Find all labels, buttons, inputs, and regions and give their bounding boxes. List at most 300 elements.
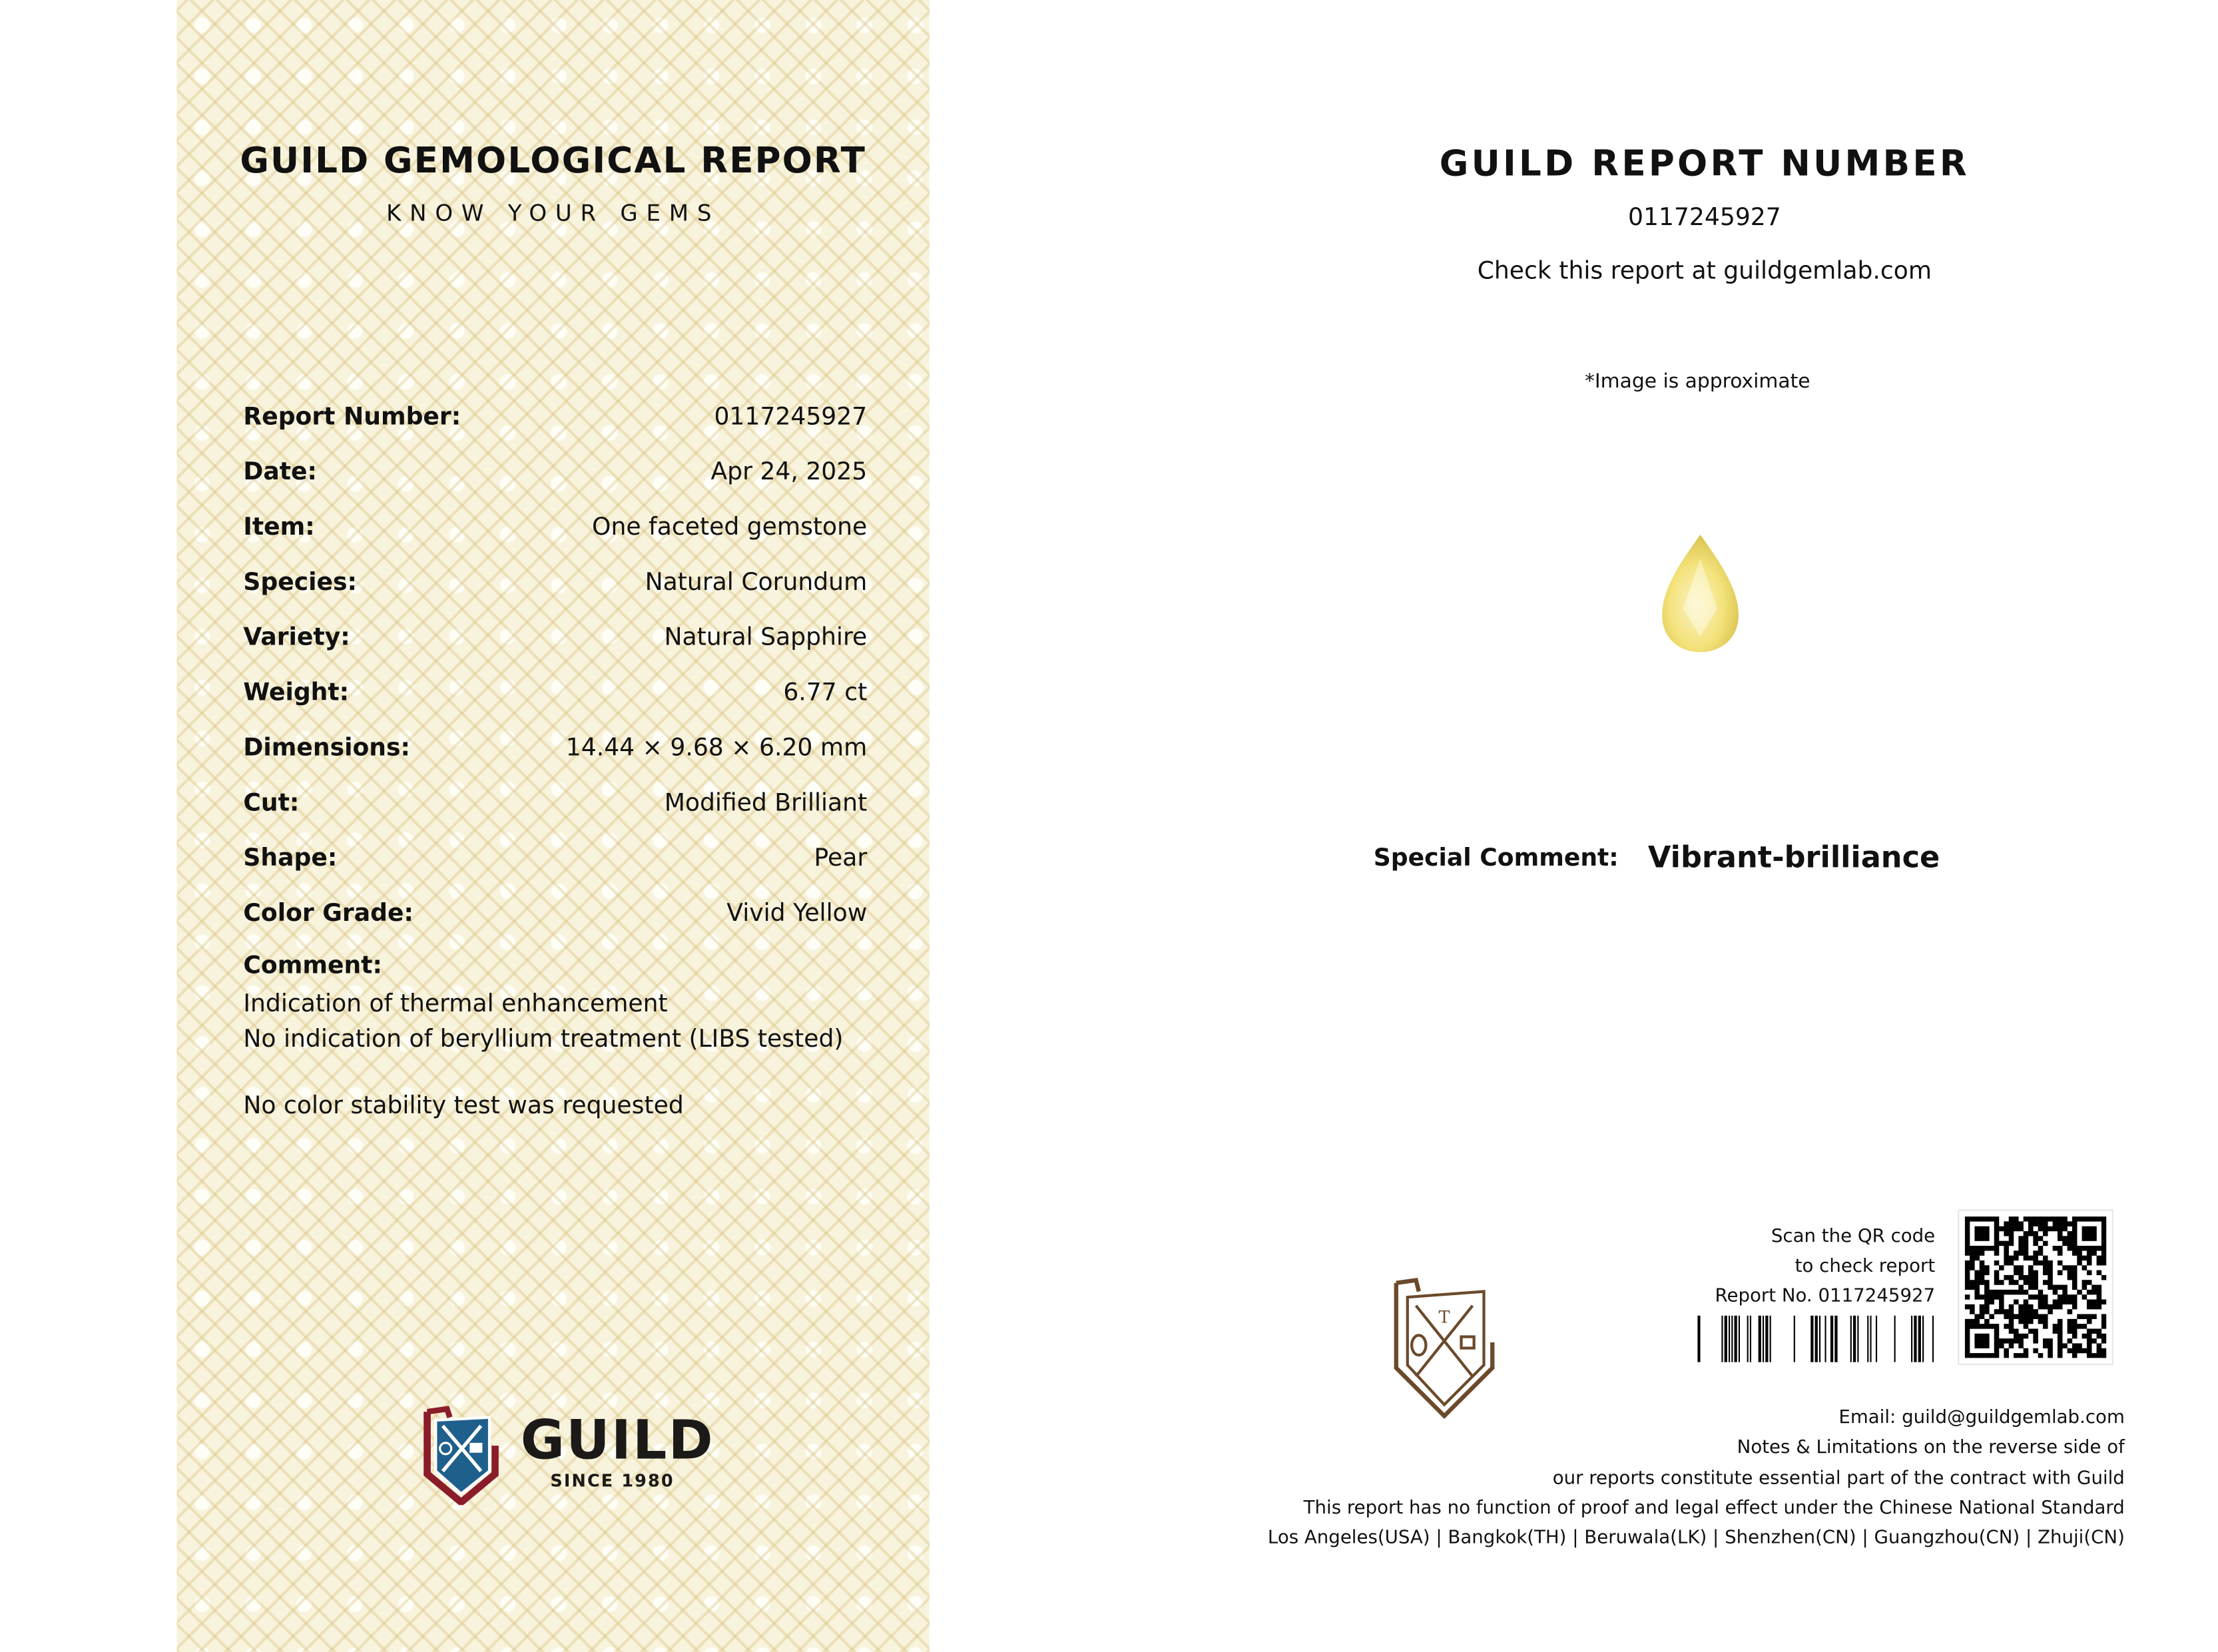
- qr-module: [2091, 1227, 2097, 1232]
- barcode-bar: [1747, 1316, 1749, 1362]
- footer-line: Los Angeles(USA) | Bangkok(TH) | Beruwala(LK) | Shenzhen(CN) | Guangzhou(CN) | Zhuji(CN): [1267, 1527, 2125, 1549]
- field-label: Report Number:: [243, 403, 461, 431]
- qr-module: [2072, 1334, 2078, 1339]
- qr-module: [2101, 1256, 2106, 1261]
- qr-module: [1994, 1280, 2000, 1285]
- qr-module: [2077, 1260, 2082, 1266]
- qr-module: [2043, 1294, 2048, 1300]
- qr-module: [1980, 1246, 1985, 1251]
- qr-module: [2048, 1275, 2053, 1280]
- barcode-bar: [1850, 1316, 1852, 1362]
- qr-module: [2062, 1227, 2068, 1232]
- qr-module: [2033, 1280, 2038, 1285]
- qr-module: [2024, 1324, 2029, 1329]
- qr-module: [2024, 1280, 2029, 1285]
- barcode-bar: [1819, 1316, 1820, 1362]
- qr-module: [2072, 1227, 2078, 1232]
- qr-module: [2097, 1285, 2102, 1290]
- qr-module: [2087, 1260, 2092, 1266]
- qr-module: [1965, 1294, 1970, 1300]
- qr-module: [2038, 1304, 2044, 1310]
- qr-module: [2018, 1304, 2024, 1310]
- qr-module: [1999, 1265, 2004, 1270]
- qr-module: [1989, 1324, 1994, 1329]
- qr-module: [1974, 1324, 1980, 1329]
- qr-module: [2014, 1338, 2019, 1344]
- barcode-bar: [1750, 1316, 1751, 1362]
- qr-module: [1980, 1231, 1985, 1237]
- qr-module: [2068, 1265, 2073, 1270]
- qr-module: [2058, 1227, 2063, 1232]
- qr-module: [2072, 1319, 2078, 1324]
- qr-module: [1965, 1343, 1970, 1348]
- qr-module: [2004, 1241, 2009, 1246]
- qr-module: [2062, 1217, 2068, 1222]
- qr-module: [2077, 1246, 2082, 1251]
- qr-module: [2058, 1270, 2063, 1276]
- qr-module: [2077, 1256, 2082, 1261]
- qr-module: [2058, 1328, 2063, 1334]
- barcode-bar: [1918, 1316, 1921, 1362]
- qr-module: [2024, 1348, 2029, 1354]
- qr-module: [2018, 1227, 2024, 1232]
- barcode-bar: [1922, 1316, 1924, 1362]
- qr-module: [2091, 1353, 2097, 1358]
- barcode-bar: [1731, 1316, 1733, 1362]
- qr-module: [1974, 1217, 1980, 1222]
- qr-module: [2101, 1260, 2106, 1266]
- qr-module: [2033, 1348, 2038, 1354]
- qr-module: [2087, 1227, 2092, 1232]
- qr-module: [2009, 1227, 2014, 1232]
- qr-module: [2028, 1217, 2034, 1222]
- qr-module: [2018, 1319, 2024, 1324]
- guild-logo-text: GUILD: [520, 1408, 714, 1472]
- qr-module: [2009, 1236, 2014, 1241]
- qr-module: [2087, 1328, 2092, 1334]
- qr-module: [2014, 1250, 2019, 1256]
- qr-module: [2058, 1319, 2063, 1324]
- qr-module: [2043, 1270, 2048, 1276]
- qr-module: [2024, 1231, 2029, 1237]
- qr-module: [1965, 1250, 1970, 1256]
- qr-module: [2087, 1304, 2092, 1310]
- qr-module: [2087, 1270, 2092, 1276]
- qr-module: [2014, 1314, 2019, 1319]
- qr-module: [2048, 1227, 2053, 1232]
- qr-module: [1994, 1290, 2000, 1295]
- barcode-bar: [1794, 1316, 1795, 1362]
- qr-module: [2018, 1270, 2024, 1276]
- qr-module: [2072, 1280, 2078, 1285]
- qr-module: [1980, 1275, 1985, 1280]
- barcode-bar: [1911, 1316, 1912, 1362]
- qr-module: [2048, 1265, 2053, 1270]
- check-report-link[interactable]: Check this report at guildgemlab.com: [1477, 257, 1932, 286]
- qr-module: [2058, 1294, 2063, 1300]
- qr-module: [2004, 1221, 2009, 1227]
- qr-module: [1965, 1236, 1970, 1241]
- qr-module: [2101, 1275, 2106, 1280]
- qr-module: [1970, 1280, 1975, 1285]
- qr-module: [1970, 1250, 1975, 1256]
- qr-module: [2004, 1246, 2009, 1251]
- qr-module: [2068, 1324, 2073, 1329]
- qr-module: [2043, 1217, 2048, 1222]
- qr-module: [2028, 1304, 2034, 1310]
- qr-module: [2082, 1348, 2087, 1354]
- qr-module: [2072, 1304, 2078, 1310]
- qr-module: [1994, 1328, 2000, 1334]
- qr-module: [2058, 1348, 2063, 1354]
- qr-module: [2018, 1353, 2024, 1358]
- qr-module: [2048, 1217, 2053, 1222]
- qr-module: [2033, 1241, 2038, 1246]
- qr-module: [2097, 1260, 2102, 1266]
- qr-module: [2028, 1265, 2034, 1270]
- qr-module: [1984, 1319, 1990, 1324]
- qr-instruction: Scan the QR code: [1771, 1226, 1936, 1248]
- qr-module: [2068, 1294, 2073, 1300]
- qr-module: [1965, 1265, 1970, 1270]
- qr-module: [2068, 1309, 2073, 1314]
- qr-module: [1974, 1246, 1980, 1251]
- qr-module: [2087, 1280, 2092, 1285]
- qr-module: [2028, 1309, 2034, 1314]
- qr-module: [2009, 1304, 2014, 1310]
- qr-module: [2068, 1231, 2073, 1237]
- qr-module: [2038, 1314, 2044, 1319]
- qr-module: [2038, 1319, 2044, 1324]
- qr-module: [1984, 1294, 1990, 1300]
- barcode-bar: [1914, 1316, 1916, 1362]
- qr-module: [2018, 1246, 2024, 1251]
- barcode-bar: [1834, 1316, 1837, 1362]
- qr-module: [1984, 1309, 1990, 1314]
- qr-module: [2033, 1231, 2038, 1237]
- qr-module: [1989, 1353, 1994, 1358]
- qr-module: [2028, 1314, 2034, 1319]
- field-label: Dimensions:: [243, 734, 410, 763]
- qr-module: [2033, 1256, 2038, 1261]
- qr-module: [1984, 1334, 1990, 1339]
- qr-module: [1980, 1227, 1985, 1232]
- qr-module: [2062, 1285, 2068, 1290]
- qr-module: [2024, 1275, 2029, 1280]
- qr-module: [2014, 1334, 2019, 1339]
- qr-module: [1965, 1227, 1970, 1232]
- report-number-title: GUILD REPORT NUMBER: [1439, 142, 1970, 184]
- field-row: [243, 897, 867, 931]
- qr-module: [2097, 1290, 2102, 1295]
- qr-module: [2058, 1300, 2063, 1305]
- qr-module: [2043, 1319, 2048, 1324]
- qr-module: [1974, 1343, 1980, 1348]
- qr-module: [2004, 1250, 2009, 1256]
- qr-module: [1965, 1328, 1970, 1334]
- qr-module: [2072, 1275, 2078, 1280]
- qr-module: [2004, 1324, 2009, 1329]
- qr-module: [2053, 1221, 2058, 1227]
- field-value: Pear: [814, 844, 868, 873]
- qr-module: [1974, 1319, 1980, 1324]
- qr-module: [2043, 1221, 2048, 1227]
- qr-module: [2053, 1227, 2058, 1232]
- qr-module: [1994, 1217, 2000, 1222]
- qr-module: [2068, 1270, 2073, 1276]
- qr-module: [1974, 1285, 1980, 1290]
- qr-module: [2038, 1353, 2044, 1358]
- qr-module: [1980, 1324, 1985, 1329]
- qr-code[interactable]: [1958, 1209, 2113, 1365]
- field-value: 14.44 × 9.68 × 6.20 mm: [565, 734, 868, 763]
- qr-module: [2077, 1343, 2082, 1348]
- qr-module: [2048, 1270, 2053, 1276]
- qr-module: [2091, 1328, 2097, 1334]
- qr-module: [2009, 1260, 2014, 1266]
- qr-module: [2101, 1250, 2106, 1256]
- qr-module: [1980, 1334, 1985, 1339]
- qr-module: [2077, 1314, 2082, 1319]
- qr-module: [2091, 1304, 2097, 1310]
- qr-module: [1965, 1231, 1970, 1237]
- qr-module: [2087, 1319, 2092, 1324]
- qr-module: [1994, 1334, 2000, 1339]
- footer-line: Email: guild@guildgemlab.com: [1838, 1407, 2125, 1429]
- qr-module: [1970, 1260, 1975, 1266]
- qr-module: [1994, 1338, 2000, 1344]
- qr-module: [2087, 1338, 2092, 1344]
- qr-module: [2097, 1328, 2102, 1334]
- qr-module: [1999, 1241, 2004, 1246]
- qr-module: [2082, 1285, 2087, 1290]
- qr-module: [2033, 1250, 2038, 1256]
- qr-module: [2014, 1217, 2019, 1222]
- guild-crest-logo: [421, 1403, 501, 1505]
- qr-module: [2009, 1290, 2014, 1295]
- field-row: [243, 511, 867, 545]
- stability-note: No color stability test was requested: [243, 1092, 684, 1121]
- barcode-bar: [1735, 1316, 1737, 1362]
- qr-instruction: to check report: [1795, 1256, 1936, 1278]
- qr-module: [2038, 1300, 2044, 1305]
- qr-module: [1999, 1338, 2004, 1344]
- qr-module: [1974, 1256, 1980, 1261]
- qr-module: [1994, 1353, 2000, 1358]
- qr-module: [1999, 1300, 2004, 1305]
- qr-module: [2101, 1241, 2106, 1246]
- qr-module: [2068, 1241, 2073, 1246]
- qr-module: [2043, 1338, 2048, 1344]
- qr-module: [2048, 1280, 2053, 1285]
- qr-module: [2068, 1246, 2073, 1251]
- qr-module: [2101, 1334, 2106, 1339]
- barcode-bar: [1721, 1316, 1723, 1362]
- qr-module: [2101, 1221, 2106, 1227]
- barcode-bar: [1932, 1316, 1934, 1362]
- field-label: Species:: [243, 569, 357, 597]
- qr-module: [2043, 1231, 2048, 1237]
- qr-module: [2004, 1231, 2009, 1237]
- tagline: KNOW YOUR GEMS: [386, 199, 720, 226]
- qr-module: [2058, 1246, 2063, 1251]
- guild-since: SINCE 1980: [550, 1471, 675, 1492]
- qr-module: [2004, 1353, 2009, 1358]
- qr-module: [2053, 1324, 2058, 1329]
- qr-module: [2058, 1285, 2063, 1290]
- qr-module: [2033, 1270, 2038, 1276]
- qr-module: [2077, 1217, 2082, 1222]
- qr-module: [1970, 1217, 1975, 1222]
- qr-module: [1965, 1241, 1970, 1246]
- qr-module: [2062, 1221, 2068, 1227]
- qr-module: [2028, 1294, 2034, 1300]
- qr-module: [2058, 1236, 2063, 1241]
- field-label: Shape:: [243, 844, 338, 873]
- qr-module: [2009, 1343, 2014, 1348]
- qr-module: [1980, 1294, 1985, 1300]
- barcode-bar: [1725, 1316, 1727, 1362]
- qr-module: [2038, 1236, 2044, 1241]
- field-value: 6.77 ct: [783, 679, 868, 708]
- barcode-bar: [1770, 1316, 1771, 1362]
- qr-module: [1994, 1275, 2000, 1280]
- qr-module: [2087, 1217, 2092, 1222]
- qr-module: [2014, 1256, 2019, 1261]
- qr-module: [1999, 1343, 2004, 1348]
- qr-module: [2009, 1338, 2014, 1344]
- qr-module: [2077, 1250, 2082, 1256]
- qr-module: [2072, 1236, 2078, 1241]
- special-comment-value: Vibrant-brilliance: [1647, 840, 1940, 874]
- qr-module: [2058, 1338, 2063, 1344]
- qr-module: [2072, 1324, 2078, 1329]
- qr-module: [2097, 1334, 2102, 1339]
- qr-module: [2033, 1309, 2038, 1314]
- barcode-bar: [1876, 1316, 1877, 1362]
- qr-module: [1974, 1334, 1980, 1339]
- qr-module: [2101, 1324, 2106, 1329]
- qr-module: [1980, 1250, 1985, 1256]
- qr-module: [1980, 1260, 1985, 1266]
- qr-module: [2082, 1231, 2087, 1237]
- qr-module: [2068, 1319, 2073, 1324]
- svg-text:T: T: [1438, 1307, 1450, 1328]
- qr-module: [2072, 1300, 2078, 1305]
- qr-module: [2101, 1236, 2106, 1241]
- qr-module: [1965, 1324, 1970, 1329]
- qr-module: [2018, 1236, 2024, 1241]
- qr-module: [1984, 1324, 1990, 1329]
- qr-module: [2082, 1324, 2087, 1329]
- qr-module: [2009, 1275, 2014, 1280]
- qr-module: [1980, 1309, 1985, 1314]
- qr-module: [2018, 1343, 2024, 1348]
- barcode-bar: [1815, 1316, 1818, 1362]
- qr-module: [2077, 1324, 2082, 1329]
- qr-module: [2024, 1290, 2029, 1295]
- qr-module: [2062, 1343, 2068, 1348]
- qr-module: [2087, 1236, 2092, 1241]
- qr-module: [1994, 1260, 2000, 1266]
- qr-module: [1984, 1280, 1990, 1285]
- qr-module: [1984, 1285, 1990, 1290]
- field-value: 0117245927: [714, 403, 868, 431]
- qr-module: [2004, 1256, 2009, 1261]
- qr-module: [2087, 1250, 2092, 1256]
- field-value: Modified Brilliant: [664, 789, 868, 818]
- qr-module: [1970, 1324, 1975, 1329]
- qr-module: [1984, 1227, 1990, 1232]
- qr-module: [2018, 1265, 2024, 1270]
- qr-module: [2014, 1353, 2019, 1358]
- qr-module: [2043, 1227, 2048, 1232]
- qr-module: [2033, 1236, 2038, 1241]
- field-value: One faceted gemstone: [592, 513, 868, 542]
- barcode-bar: [1824, 1316, 1826, 1362]
- qr-module: [2004, 1338, 2009, 1344]
- qr-module: [2072, 1348, 2078, 1354]
- qr-module: [2097, 1348, 2102, 1354]
- qr-module: [2091, 1314, 2097, 1319]
- special-comment-label: Special Comment:: [1373, 844, 1619, 873]
- barcode-bar: [1759, 1316, 1761, 1362]
- qr-module: [2018, 1309, 2024, 1314]
- qr-module: [2018, 1250, 2024, 1256]
- qr-module: [2043, 1256, 2048, 1261]
- field-row: [243, 786, 867, 820]
- qr-module: [2101, 1217, 2106, 1222]
- qr-module: [1974, 1231, 1980, 1237]
- qr-module: [2014, 1221, 2019, 1227]
- qr-module: [2009, 1221, 2014, 1227]
- qr-module: [2033, 1217, 2038, 1222]
- qr-module: [2048, 1348, 2053, 1354]
- qr-module: [2072, 1270, 2078, 1276]
- qr-module: [2091, 1290, 2097, 1295]
- qr-module: [1980, 1343, 1985, 1348]
- qr-module: [2087, 1290, 2092, 1295]
- qr-module: [2101, 1227, 2106, 1232]
- qr-module: [2048, 1353, 2053, 1358]
- qr-module: [2101, 1353, 2106, 1358]
- qr-module: [2033, 1221, 2038, 1227]
- qr-module: [2014, 1265, 2019, 1270]
- qr-module: [2082, 1227, 2087, 1232]
- field-value: Natural Corundum: [645, 569, 868, 597]
- qr-module: [1974, 1294, 1980, 1300]
- qr-module: [2091, 1217, 2097, 1222]
- report-number: 0117245927: [1627, 203, 1781, 232]
- qr-module: [1974, 1275, 1980, 1280]
- qr-module: [1965, 1270, 1970, 1276]
- qr-module: [2043, 1265, 2048, 1270]
- qr-module: [1989, 1217, 1994, 1222]
- qr-module: [2077, 1290, 2082, 1295]
- qr-module: [2038, 1227, 2044, 1232]
- qr-module: [2097, 1217, 2102, 1222]
- qr-module: [2058, 1324, 2063, 1329]
- qr-module: [2043, 1324, 2048, 1329]
- qr-module: [1999, 1227, 2004, 1232]
- qr-module: [2014, 1290, 2019, 1295]
- qr-module: [2053, 1300, 2058, 1305]
- barcode-bar: [1870, 1316, 1871, 1362]
- qr-module: [1989, 1294, 1994, 1300]
- field-row: [243, 455, 867, 489]
- qr-module: [2024, 1246, 2029, 1251]
- qr-module: [2033, 1294, 2038, 1300]
